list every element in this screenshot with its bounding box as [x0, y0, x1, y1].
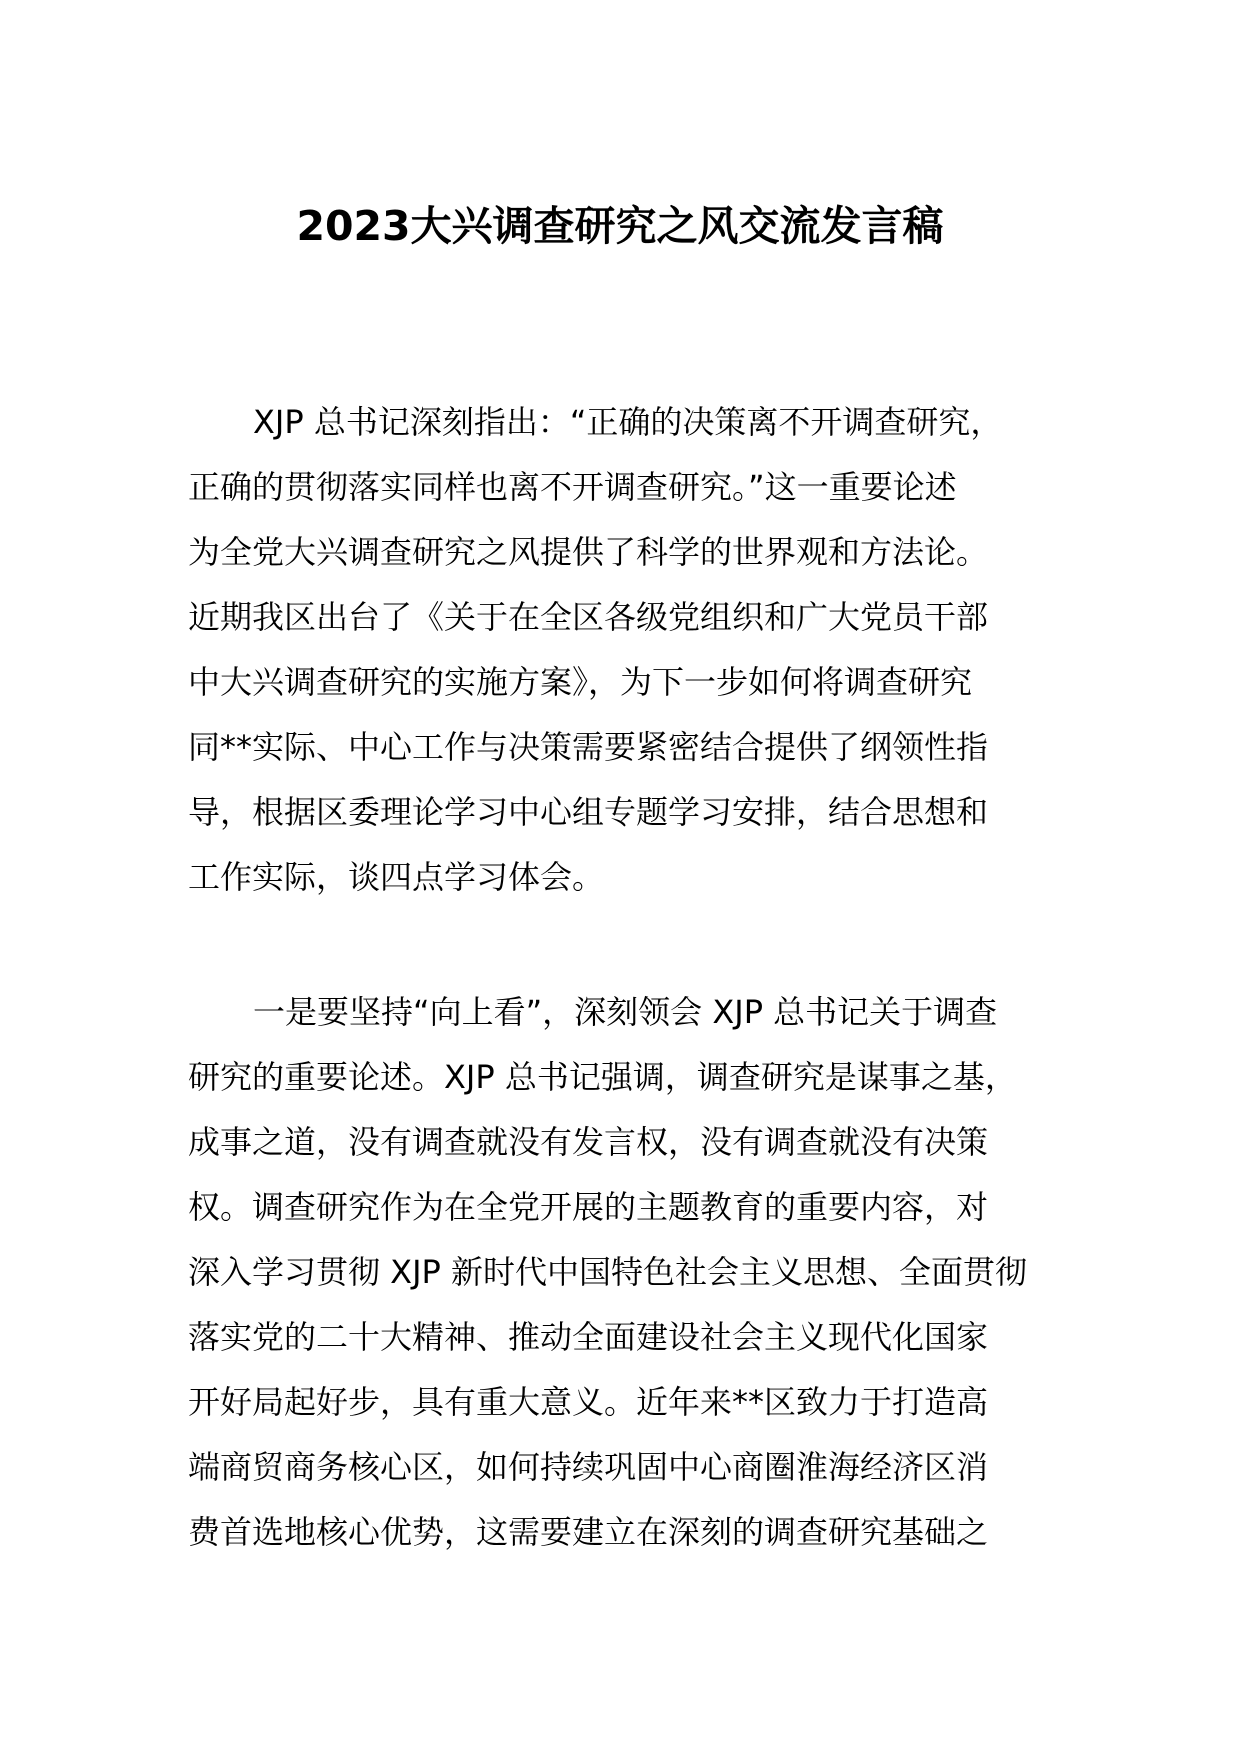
- text-line: 权。调查研究作为在全党开展的主题教育的重要内容，对: [188, 1188, 989, 1226]
- text-line: 端商贸商务核心区，如何持续巩固中心商圈淮海经济区消: [188, 1448, 989, 1486]
- text-line: 成事之道，没有调查就没有发言权，没有调查就没有决策: [188, 1123, 989, 1161]
- paragraph-1: [188, 390, 1058, 910]
- text-line: 导，根据区委理论学习中心组专题学习安排，结合思想和: [188, 793, 989, 831]
- text-line: 中大兴调查研究的实施方案》，为下一步如何将调查研究: [188, 663, 973, 701]
- text-line: 工作实际，谈四点学习体会。: [188, 858, 605, 896]
- text-line: 一是要坚持“向上看”，深刻领会 XJP 总书记关于调查: [253, 993, 998, 1031]
- text-line: 正确的贯彻落实同样也离不开调查研究。”这一重要论述: [188, 468, 957, 506]
- text-line: 同**实际、中心工作与决策需要紧密结合提供了纲领性指: [188, 728, 989, 766]
- text-line: 开好局起好步，具有重大意义。近年来**区致力于打造高: [188, 1383, 989, 1421]
- document-title: 2023大兴调查研究之风交流发言稿: [296, 202, 944, 250]
- text-line: XJP 总书记深刻指出：“正确的决策离不开调查研究，: [253, 403, 1003, 441]
- text-line: 近期我区出台了《关于在全区各级党组织和广大党员干部: [188, 598, 989, 636]
- paragraph-2: [188, 980, 1058, 1565]
- text-line: 为全党大兴调查研究之风提供了科学的世界观和方法论。: [188, 533, 989, 571]
- text-line: 落实党的二十大精神、推动全面建设社会主义现代化国家: [188, 1318, 989, 1356]
- text-line: 费首选地核心优势，这需要建立在深刻的调查研究基础之: [188, 1513, 989, 1551]
- text-line: 深入学习贯彻 XJP 新时代中国特色社会主义思想、全面贯彻: [188, 1253, 1028, 1291]
- text-line: 研究的重要论述。XJP 总书记强调，调查研究是谋事之基，: [188, 1058, 1017, 1096]
